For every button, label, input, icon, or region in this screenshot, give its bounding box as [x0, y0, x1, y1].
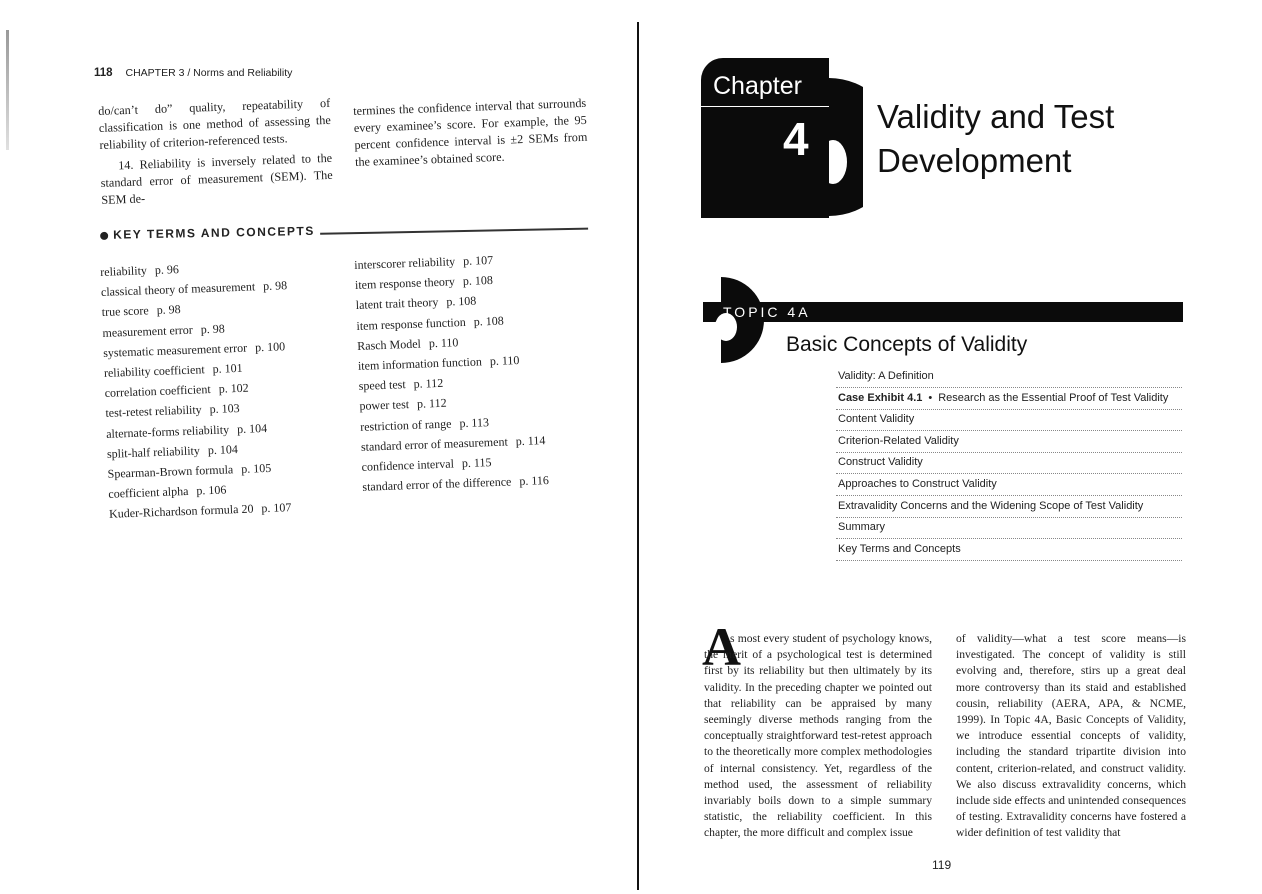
key-term: interscorer reliability — [354, 254, 456, 272]
body-column-2 — [353, 95, 588, 171]
key-term: Rasch Model — [356, 336, 422, 353]
topic-disc — [701, 275, 781, 370]
key-term-page: p. 102 — [218, 380, 249, 396]
key-terms-heading — [100, 219, 590, 242]
chapter-half-disc — [829, 78, 863, 216]
toc-item — [838, 392, 1168, 414]
key-term: split-half reliability — [106, 443, 201, 461]
page-gutter — [637, 22, 639, 890]
key-term: Kuder-Richardson formula 20 — [108, 501, 254, 522]
key-terms-list-2 — [354, 251, 549, 500]
key-term-page: p. 101 — [212, 360, 243, 376]
key-terms-title: KEY TERMS AND CONCEPTS — [112, 223, 315, 242]
toc-item — [838, 413, 1168, 435]
toc-item-label: Research as the Essential Proof of Test Validity — [938, 391, 1169, 404]
key-term-page: p. 105 — [240, 460, 272, 476]
key-term: Spearman-Brown formula — [107, 462, 234, 481]
toc-item — [838, 478, 1168, 500]
key-term: classical theory of measurement — [100, 279, 256, 300]
page-number-right: 119 — [932, 858, 952, 872]
toc-item — [838, 500, 1168, 522]
chapter-rule — [701, 106, 829, 107]
toc-item — [838, 521, 1168, 543]
key-term: speed test — [358, 377, 406, 394]
chapter-title-line: Development — [877, 142, 1072, 179]
toc-item-label: Validity: A Definition — [838, 370, 934, 382]
body-column-1 — [98, 95, 334, 209]
toc-item — [838, 543, 1168, 565]
toc-item-label: Approaches to Construct Validity — [838, 477, 997, 490]
key-term-page: p. 112 — [416, 396, 447, 412]
key-term: systematic measurement error — [102, 340, 248, 360]
key-term-page: p. 116 — [519, 473, 550, 489]
key-term-page: p. 115 — [461, 454, 492, 471]
toc-item-label: Content Validity — [838, 413, 915, 426]
toc-item-label: Extravalidity Concerns and the Widening Scope of Test Validity — [838, 499, 1144, 512]
chapter-title-line: Validity and Test — [877, 98, 1115, 135]
chapter-number: 4 — [783, 113, 809, 165]
key-term-page: p. 112 — [413, 375, 444, 392]
key-term: item information function — [357, 354, 483, 373]
paragraph: 14. Reliability is inversely related to the standard error of measurement (SEM). The SEM de- — [100, 150, 333, 207]
key-term-page: p. 114 — [515, 432, 546, 448]
toc-item-label: Key Terms and Concepts — [838, 542, 961, 555]
key-term-page: p. 104 — [207, 441, 239, 457]
key-term-page: p. 108 — [473, 313, 504, 329]
bullet-icon: • — [928, 391, 933, 404]
topic-title: Basic Concepts of Validity — [786, 333, 1028, 356]
toc-item-label: Criterion-Related Validity — [838, 434, 959, 447]
key-term: reliability — [100, 263, 148, 279]
toc-item-label: Summary — [838, 521, 886, 534]
key-term-page: p. 113 — [459, 414, 490, 430]
key-term: item response theory — [354, 274, 456, 293]
key-term: correlation coefficient — [104, 382, 211, 401]
key-term: standard error of measurement — [360, 434, 509, 454]
toc-item-label: Construct Validity — [838, 456, 923, 469]
toc-item — [838, 456, 1168, 478]
key-term-page: p. 100 — [254, 339, 286, 355]
key-terms-list-1 — [100, 258, 296, 527]
body-column-2: of validity—what a test score means—is investigated. The concept of validity is still evolving and, therefore, stirs up a great deal more controversy than its staid and established cousin, reliability (AERA, APA, & NCME, 1999). In Topic 4A, Basic Concepts of Validity, we introduce essential concepts of validity, including the standard tripartite division into content, criterion-related, and construct validity. We also discuss extravalidity concerns, which include side effects and unintended consequences of testing. Extravalidity concerns have fostered a wider definition of test validity that — [956, 632, 1186, 840]
key-term: restriction of range — [359, 416, 452, 434]
key-term: power test — [359, 397, 410, 414]
chapter-word: Chapter — [713, 72, 802, 100]
running-title: CHAPTER 3 / Norms and Reliability — [125, 67, 293, 79]
key-term-page: p. 104 — [236, 420, 268, 436]
key-term: standard error of the difference — [362, 474, 512, 494]
topic-contents — [838, 370, 1168, 564]
body-column-1: s most every student of psychology knows, the merit of a psychological test is determined first by its reliability but then ultimately by its validity. In the preceding chapter we pointed out that reliability can be appraised by many seemingly diverse methods ranging from the conceptually straightforward test-retest approach to the theoretically more complex methodologies of internal consistency. Yet, regardless of the method used, the assessment of reliability invariably boils down to a simple summary statistic, the reliability coefficient. In this chapter, the more difficult and complex issue — [704, 632, 932, 840]
key-term-page: p. 108 — [462, 273, 494, 289]
key-term: confidence interval — [361, 456, 455, 474]
chapter-badge — [701, 58, 829, 218]
key-term-page: p. 98 — [262, 278, 288, 294]
key-term-page: p. 98 — [200, 321, 225, 336]
toc-exhibit-label: Case Exhibit 4.1 — [838, 391, 923, 404]
toc-item — [838, 435, 1168, 457]
bullet-icon — [100, 232, 108, 240]
key-term: latent trait theory — [355, 295, 439, 313]
page-number-left: 118 — [94, 67, 113, 79]
key-term-page: p. 96 — [154, 262, 180, 277]
key-term-page: p. 108 — [446, 293, 477, 310]
key-term-page: p. 110 — [428, 334, 459, 351]
key-term: true score — [101, 303, 149, 320]
key-term: reliability coefficient — [103, 362, 205, 380]
running-header — [94, 67, 292, 79]
drop-cap: A — [702, 617, 741, 677]
chapter-title — [877, 95, 1114, 183]
key-term-page: p. 107 — [462, 252, 494, 268]
key-term: coefficient alpha — [108, 483, 189, 501]
key-term-page: p. 110 — [489, 352, 520, 369]
key-term-page: p. 98 — [156, 302, 181, 318]
key-term: measurement error — [102, 322, 193, 340]
key-term-page: p. 107 — [261, 500, 292, 516]
key-term: test-retest reliability — [105, 402, 202, 421]
toc-item — [838, 370, 1168, 392]
paragraph: termines the confidence interval that surrounds every examinee’s score. For example, the 95 percent confidence interval is ±2 SEMs from the examinee’s obtained score. — [353, 95, 588, 169]
key-term: item response function — [356, 314, 466, 333]
topic-label: TOPIC 4A — [723, 304, 811, 320]
key-term: alternate-forms reliability — [105, 421, 230, 441]
key-term-page: p. 106 — [196, 482, 227, 498]
paragraph: do/can’t do” quality, repeatability of classification is one method of assessing the reliability of criterion-referenced tests. — [98, 95, 331, 152]
key-term-page: p. 103 — [209, 401, 240, 417]
